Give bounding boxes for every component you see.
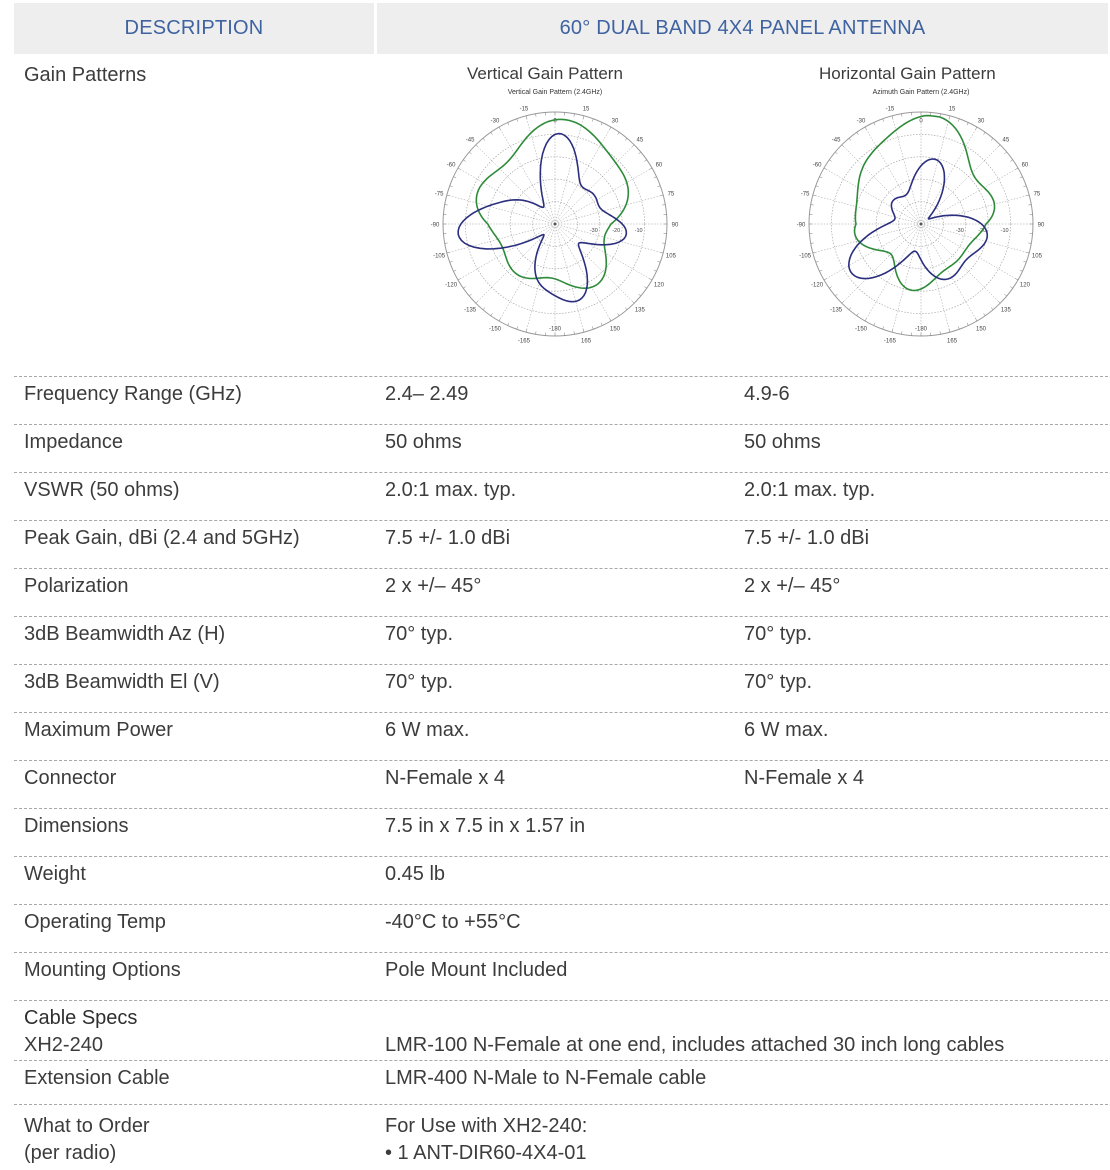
angle-label: -180: [914, 326, 928, 333]
spec-value-24ghz: 2.0:1 max. typ.: [385, 479, 517, 501]
angle-label: 15: [948, 106, 956, 113]
tick-mark: [469, 294, 471, 296]
tick-mark: [824, 168, 827, 170]
spec-value-24ghz: 50 ohms: [385, 431, 462, 453]
angle-label: -75: [434, 191, 444, 198]
tick-mark: [499, 318, 501, 321]
gain-patterns-label: Gain Patterns: [24, 64, 147, 86]
tick-mark: [842, 301, 844, 303]
divider: [14, 472, 1108, 473]
angle-label: 150: [609, 326, 621, 333]
tick-mark: [940, 331, 941, 334]
tick-mark: [536, 331, 537, 334]
vertical-gain-plot: [430, 84, 680, 348]
blue-pattern: [849, 159, 988, 279]
tick-mark: [976, 127, 978, 130]
spec-label: VSWR (50 ohms): [24, 479, 180, 501]
tick-mark: [902, 331, 903, 334]
divider: [14, 1104, 1108, 1105]
grid-spoke: [921, 224, 1000, 303]
spec-value-24ghz: -40°C to +55°C: [385, 911, 521, 933]
spec-value-24ghz: 2.4– 2.49: [385, 383, 469, 405]
tick-mark: [618, 313, 620, 315]
angle-label: -150: [488, 326, 502, 333]
center-point: [920, 223, 923, 226]
tick-mark: [463, 287, 465, 289]
angle-label: 45: [636, 137, 644, 144]
tick-mark: [526, 329, 527, 332]
tick-mark: [819, 270, 822, 271]
tick-mark: [660, 195, 663, 196]
tick-mark: [657, 261, 660, 262]
spec-value-5ghz: 2 x +/– 45°: [744, 575, 841, 597]
spec-value-24ghz: 0.45 lb: [385, 863, 446, 885]
tick-mark: [1015, 279, 1018, 281]
grid-spoke: [499, 224, 555, 321]
angle-label: -30: [490, 118, 500, 125]
tick-mark: [618, 132, 620, 134]
tick-mark: [842, 145, 844, 147]
tick-mark: [811, 243, 814, 244]
green-pattern: [476, 119, 628, 288]
spec-label: Frequency Range (GHz): [24, 383, 242, 405]
tick-mark: [649, 168, 652, 170]
grid-spoke: [865, 127, 921, 224]
divider: [14, 760, 1108, 761]
angle-label: 105: [665, 253, 676, 260]
tick-mark: [517, 119, 518, 122]
tick-mark: [517, 326, 518, 329]
angle-label: -165: [517, 338, 530, 345]
angle-label: -135: [464, 307, 477, 314]
tick-mark: [998, 301, 1000, 303]
divider: [14, 712, 1108, 713]
tick-mark: [1028, 205, 1031, 206]
tick-mark: [857, 132, 859, 134]
tick-mark: [849, 138, 851, 140]
tick-mark: [949, 329, 950, 332]
spec-value-24ghz: 2 x +/– 45°: [385, 575, 482, 597]
angle-label: 150: [975, 326, 987, 333]
angle-label: 30: [611, 118, 619, 125]
tick-mark: [857, 313, 859, 315]
plot-title: Azimuth Gain Pattern (2.4GHz): [872, 89, 970, 96]
tick-mark: [447, 195, 450, 196]
tick-mark: [819, 177, 822, 178]
angle-label: -135: [830, 307, 843, 314]
tick-mark: [499, 127, 501, 130]
grid-spoke: [555, 224, 584, 332]
tick-mark: [811, 205, 814, 206]
tick-mark: [998, 145, 1000, 147]
tick-mark: [657, 186, 660, 187]
extension-cable-label: Extension Cable: [24, 1067, 170, 1089]
extension-cable-value: LMR-400 N-Male to N-Female cable: [385, 1067, 707, 1089]
tick-mark: [829, 287, 831, 289]
spec-value-24ghz: N-Female x 4: [385, 767, 506, 789]
angle-label: -105: [433, 253, 446, 260]
tick-mark: [649, 279, 652, 281]
tick-mark: [1004, 294, 1006, 296]
grid-spoke: [921, 168, 1018, 224]
tick-mark: [660, 252, 663, 253]
tick-mark: [491, 132, 493, 134]
grid-spoke: [824, 168, 921, 224]
tick-mark: [958, 326, 959, 329]
tick-mark: [662, 243, 665, 244]
tick-mark: [458, 168, 461, 170]
tick-mark: [1010, 160, 1012, 162]
angle-label: 60: [1021, 162, 1029, 169]
tick-mark: [476, 301, 478, 303]
spec-value-5ghz: 70° typ.: [744, 623, 813, 645]
tick-mark: [1015, 168, 1018, 170]
spec-label: Connector: [24, 767, 117, 789]
tick-mark: [813, 195, 816, 196]
tick-mark: [984, 313, 986, 315]
angle-label: 90: [671, 222, 679, 229]
horizontal-pattern-caption: Horizontal Gain Pattern: [819, 64, 996, 83]
angle-label: -150: [854, 326, 868, 333]
tick-mark: [508, 323, 509, 326]
spec-label: Impedance: [24, 431, 123, 453]
blue-pattern: [458, 134, 626, 302]
tick-mark: [483, 138, 485, 140]
angle-label: 165: [947, 338, 958, 345]
angle-label: 120: [653, 282, 664, 289]
what-to-order-label: What to Order: [24, 1115, 150, 1137]
tick-mark: [476, 145, 478, 147]
tick-mark: [654, 270, 657, 271]
divider: [14, 616, 1108, 617]
spec-value-5ghz: 6 W max.: [744, 719, 829, 741]
tick-mark: [601, 122, 602, 125]
grid-spoke: [555, 116, 584, 224]
tick-mark: [976, 318, 978, 321]
divider: [14, 424, 1108, 425]
angle-label: 90: [1037, 222, 1045, 229]
spec-label: Mounting Options: [24, 959, 181, 981]
spec-value-5ghz: 7.5 +/- 1.0 dBi: [744, 527, 870, 549]
angle-label: 75: [1033, 191, 1041, 198]
tick-mark: [865, 318, 867, 321]
angle-label: -165: [883, 338, 896, 345]
grid-spoke: [842, 145, 921, 224]
angle-label: 15: [582, 106, 590, 113]
tick-mark: [902, 114, 903, 117]
divider: [14, 376, 1108, 377]
divider: [14, 856, 1108, 857]
grid-spoke: [921, 127, 977, 224]
grid-spoke: [555, 224, 611, 321]
spec-value-24ghz: Pole Mount Included: [385, 959, 568, 981]
tick-mark: [1020, 270, 1023, 271]
angle-label: 30: [977, 118, 985, 125]
angle-label: -45: [831, 137, 841, 144]
angle-label: 165: [581, 338, 592, 345]
order-value-item: • 1 ANT-DIR60-4X4-01: [385, 1142, 587, 1164]
tick-mark: [574, 114, 575, 117]
tick-mark: [447, 252, 450, 253]
tick-mark: [450, 261, 453, 262]
angle-label: 0: [919, 118, 923, 125]
angle-label: 105: [1031, 253, 1042, 260]
horizontal-gain-plot: [796, 84, 1046, 348]
grid-spoke: [555, 168, 652, 224]
tick-mark: [892, 329, 893, 332]
tick-mark: [491, 313, 493, 315]
angle-label: 120: [1019, 282, 1030, 289]
tick-mark: [1026, 252, 1029, 253]
spec-label: 3dB Beamwidth El (V): [24, 671, 220, 693]
angle-label: 0: [553, 118, 557, 125]
tick-mark: [483, 307, 485, 309]
tick-mark: [883, 326, 884, 329]
tick-mark: [601, 323, 602, 326]
tick-mark: [865, 127, 867, 130]
angle-label: -90: [430, 222, 440, 229]
tick-mark: [958, 119, 959, 122]
tick-mark: [638, 152, 640, 154]
tick-mark: [632, 145, 634, 147]
grid-spoke: [555, 195, 663, 224]
tick-mark: [1010, 287, 1012, 289]
grid-spoke: [892, 224, 921, 332]
angle-label: 135: [634, 307, 645, 314]
tick-mark: [458, 279, 461, 281]
tick-mark: [1023, 186, 1026, 187]
spec-label: Polarization: [24, 575, 129, 597]
angle-label: -30: [856, 118, 866, 125]
radial-label: -10: [634, 228, 643, 234]
tick-mark: [835, 294, 837, 296]
center-point: [554, 223, 557, 226]
grid-spoke: [865, 224, 921, 321]
tick-mark: [638, 294, 640, 296]
tick-mark: [829, 160, 831, 162]
divider: [14, 904, 1108, 905]
divider: [14, 808, 1108, 809]
tick-mark: [508, 122, 509, 125]
angle-label: -90: [796, 222, 806, 229]
tick-mark: [583, 116, 584, 119]
tick-mark: [610, 318, 612, 321]
angle-label: 60: [655, 162, 663, 169]
angle-label: -75: [800, 191, 810, 198]
tick-mark: [892, 116, 893, 119]
grid-spoke: [458, 224, 555, 280]
spec-value-5ghz: N-Female x 4: [744, 767, 865, 789]
per-radio-label: (per radio): [24, 1142, 117, 1164]
divider: [14, 1060, 1108, 1061]
divider: [14, 664, 1108, 665]
tick-mark: [883, 119, 884, 122]
radial-label: -20: [978, 228, 987, 234]
spec-label: Operating Temp: [24, 911, 166, 933]
tick-mark: [1020, 177, 1023, 178]
header-product-title: 60° DUAL BAND 4X4 PANEL ANTENNA: [377, 3, 1108, 54]
radial-label: -30: [955, 228, 964, 234]
angle-label: 75: [667, 191, 675, 198]
tick-mark: [463, 160, 465, 162]
tick-mark: [1004, 152, 1006, 154]
tick-mark: [984, 132, 986, 134]
tick-mark: [1026, 195, 1029, 196]
plot-title: Vertical Gain Pattern (2.4GHz): [507, 89, 603, 96]
tick-mark: [453, 177, 456, 178]
tick-mark: [610, 127, 612, 130]
tick-mark: [526, 116, 527, 119]
tick-mark: [816, 261, 819, 262]
cable-specs-heading: Cable Specs: [24, 1007, 138, 1029]
tick-mark: [967, 122, 968, 125]
grid-spoke: [813, 224, 921, 253]
tick-mark: [991, 307, 993, 309]
radial-label: -20: [612, 228, 621, 234]
tick-mark: [991, 138, 993, 140]
spec-value-24ghz: 70° typ.: [385, 671, 454, 693]
tick-mark: [453, 270, 456, 271]
spec-value-5ghz: 50 ohms: [744, 431, 821, 453]
angle-label: 45: [1002, 137, 1010, 144]
angle-label: -15: [519, 106, 529, 113]
spec-label: Maximum Power: [24, 719, 173, 741]
order-value-heading: For Use with XH2-240:: [385, 1115, 588, 1137]
tick-mark: [835, 152, 837, 154]
xh2-label: XH2-240: [24, 1034, 103, 1056]
tick-mark: [445, 205, 448, 206]
divider: [14, 952, 1108, 953]
spec-value-5ghz: 4.9-6: [744, 383, 790, 405]
tick-mark: [813, 252, 816, 253]
tick-mark: [592, 326, 593, 329]
tick-mark: [824, 279, 827, 281]
divider: [14, 1000, 1108, 1001]
angle-label: -120: [445, 282, 458, 289]
tick-mark: [450, 186, 453, 187]
tick-mark: [625, 307, 627, 309]
grid-spoke: [892, 116, 921, 224]
tick-mark: [632, 301, 634, 303]
tick-mark: [816, 186, 819, 187]
divider: [14, 568, 1108, 569]
spec-value-24ghz: 7.5 in x 7.5 in x 1.57 in: [385, 815, 586, 837]
spec-value-5ghz: 2.0:1 max. typ.: [744, 479, 876, 501]
tick-mark: [874, 323, 875, 326]
tick-mark: [445, 243, 448, 244]
angle-label: -45: [465, 137, 475, 144]
spec-label: 3dB Beamwidth Az (H): [24, 623, 226, 645]
spec-label: Dimensions: [24, 815, 129, 837]
grid-spoke: [447, 195, 555, 224]
angle-label: -180: [548, 326, 562, 333]
radial-label: -10: [1000, 228, 1009, 234]
tick-mark: [644, 160, 646, 162]
grid-spoke: [476, 145, 555, 224]
tick-mark: [949, 116, 950, 119]
angle-label: -60: [812, 162, 822, 169]
tick-mark: [574, 331, 575, 334]
tick-mark: [967, 323, 968, 326]
tick-mark: [1023, 261, 1026, 262]
spec-value-24ghz: 7.5 +/- 1.0 dBi: [385, 527, 511, 549]
tick-mark: [536, 114, 537, 117]
grid-spoke: [842, 224, 921, 303]
angle-label: 135: [1000, 307, 1011, 314]
grid-spoke: [499, 127, 555, 224]
grid-spoke: [813, 195, 921, 224]
spec-label: Weight: [24, 863, 86, 885]
divider: [14, 520, 1108, 521]
spec-value-24ghz: 70° typ.: [385, 623, 454, 645]
tick-mark: [469, 152, 471, 154]
tick-mark: [644, 287, 646, 289]
tick-mark: [874, 122, 875, 125]
tick-mark: [625, 138, 627, 140]
tick-mark: [654, 177, 657, 178]
radial-label: -30: [589, 228, 598, 234]
green-pattern: [855, 116, 995, 291]
spec-value-5ghz: 70° typ.: [744, 671, 813, 693]
angle-label: -15: [885, 106, 895, 113]
tick-mark: [849, 307, 851, 309]
tick-mark: [662, 205, 665, 206]
tick-mark: [583, 329, 584, 332]
angle-label: -105: [799, 253, 812, 260]
vertical-pattern-caption: Vertical Gain Pattern: [467, 64, 623, 83]
grid-spoke: [555, 224, 634, 303]
xh2-value: LMR-100 N-Female at one end, includes attached 30 inch long cables: [385, 1034, 1005, 1056]
tick-mark: [1028, 243, 1031, 244]
spec-label: Peak Gain, dBi (2.4 and 5GHz): [24, 527, 300, 549]
tick-mark: [592, 119, 593, 122]
spec-value-24ghz: 6 W max.: [385, 719, 470, 741]
angle-label: -60: [446, 162, 456, 169]
header-description: DESCRIPTION: [14, 3, 374, 54]
angle-label: -120: [811, 282, 824, 289]
